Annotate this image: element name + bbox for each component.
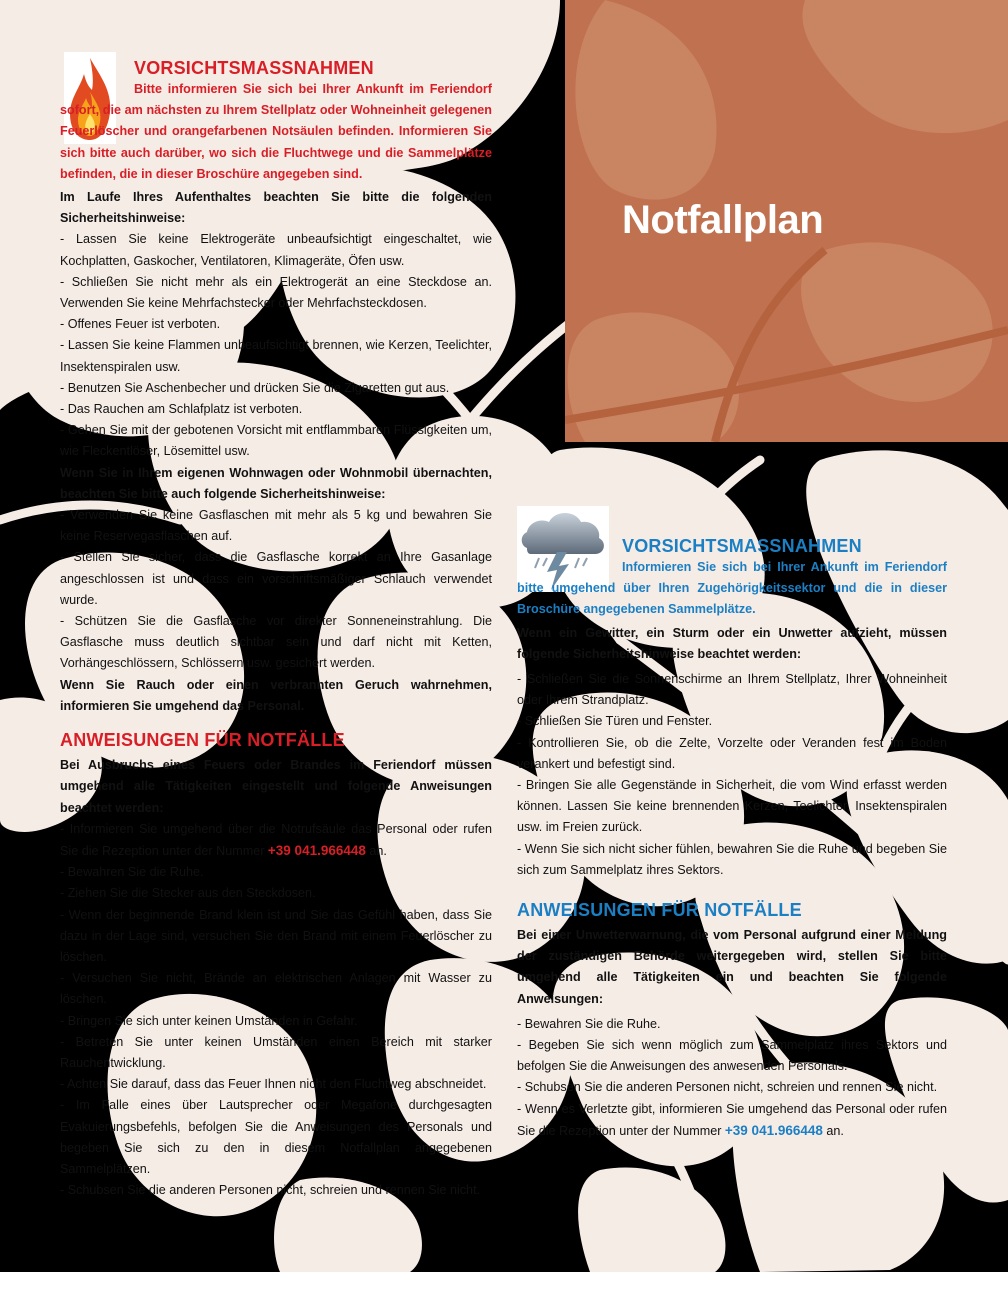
list-item: - Bringen Sie alle Gegenstände in Sicherheit, die vom Wind erfasst werden können. Lassen Sie keine brennenden Kerzen, Teelichter, Insektenspiralen usw. im Freien zurück. xyxy=(517,778,947,835)
list-item: - Schließen Sie die Sonnenschirme an Ihrem Stellplatz, Ihrer Wohneinheit oder Ihrem Strandplatz. xyxy=(517,672,947,708)
left-stay-intro: Im Laufe Ihres Aufenthaltes beachten Sie bitte die folgenden Sicherheitshinweise: xyxy=(60,190,492,226)
left-smoke-note: Wenn Sie Rauch oder einen verbrannten Geruch wahrnehmen, informieren Sie umgehend das Personal. xyxy=(60,677,492,713)
list-item: - Offenes Feuer ist verboten. xyxy=(60,317,221,332)
fire-item-suffix: an. xyxy=(365,843,387,858)
list-item: - Lassen Sie keine Flammen unbeaufsichtigt brennen, wie Kerzen, Teelichter, Insektenspiralen usw. xyxy=(60,338,492,374)
bottom-margin xyxy=(0,1272,1008,1310)
list-item: - Gehen Sie mit der gebotenen Vorsicht mit entflammbaren Flüssigkeiten um, wie Fleckentlöser, Lösemittel usw. xyxy=(60,423,492,459)
page-title: Notfallplan xyxy=(622,198,824,242)
list-item: - Ziehen Sie die Stecker aus den Steckdosen. xyxy=(60,886,316,901)
list-item: - Das Rauchen am Schlafplatz ist verboten. xyxy=(60,402,303,417)
list-item: - Wenn der beginnende Brand klein ist und Sie das Gefühl haben, dass Sie dazu in der Lage sind, versuchen Sie den Brand mit einem Feuerlöscher zu löschen. xyxy=(60,907,492,964)
warn-item-suffix: an. xyxy=(822,1123,844,1138)
list-item: - Kontrollieren Sie, ob die Zelte, Vorzelte oder Veranden fest im Boden verankert und befestigt sind. xyxy=(517,735,947,771)
list-item: - Wenn Sie sich nicht sicher fühlen, bewahren Sie die Ruhe und begeben Sie sich zum Sammelplatz ihres Sektors. xyxy=(517,841,947,877)
right-intro xyxy=(517,557,947,621)
list-item: - Schützen Sie die Gasflasche vor direkter Sonneneinstrahlung. Die Gasflasche muss deutlich sichtbar sein und darf nicht mit Ketten, Vorhängeschlössern, Schlössern usw. gesichert werden. xyxy=(60,614,492,671)
left-intro-text: Bitte informieren Sie sich bei Ihrer Ankunft im Feriendorf sofort, die am nächsten zu Ihrem Stellplatz oder Wohneinheit gelegenen Feuerlöscher und orangefarbenen Notsäulen befinden. Informieren Sie sich bitte auch darüber, wo sich die Fluchtwege und die Sammelplätze befinden, die in dieser Broschüre angegeben sind. xyxy=(60,82,492,181)
list-item: - Bewahren Sie die Ruhe. xyxy=(517,1016,661,1031)
title-panel xyxy=(565,0,1008,442)
warn-item-text: - Wenn es Verletzte gibt, informieren Sie umgehend das Personal oder rufen Sie die Rezeption unter der Nummer xyxy=(517,1101,947,1138)
left-camper-intro: Wenn Sie in Ihrem eigenen Wohnwagen oder Wohnmobil übernachten, beachten Sie bitte auch folgende Sicherheitshinweise: xyxy=(60,465,492,501)
list-item: - Schubsen Sie die anderen Personen nicht, schreien und rennen Sie nicht. xyxy=(517,1080,938,1095)
list-item xyxy=(517,1099,947,1142)
list-item: - Betreten Sie unter keinen Umständen einen Bereich mit starker Rauchentwicklung. xyxy=(60,1034,492,1070)
right-intro-text: Informieren Sie sich bei Ihrer Ankunft im Feriendorf bitte umgehend über Ihren Zugehörigkeitssektor und die in dieser Broschüre angegebenen Sammelplätze. xyxy=(517,560,947,617)
list-item: - Versuchen Sie nicht, Brände an elektrischen Anlagen mit Wasser zu löschen. xyxy=(60,971,492,1007)
list-item: - Schließen Sie nicht mehr als ein Elektrogerät an eine Steckdose an. Verwenden Sie keine Mehrfachstecker oder Mehrfachsteckdosen. xyxy=(60,274,492,311)
list-item: - Im Falle eines über Lautsprecher oder Megafone durchgesagten Evakuierungsbefehls, befolgen Sie die Anweisungen des Personals und begeben Sie sich zu den in diesem Notfallplan angegebenen Sammelplätzen. xyxy=(60,1098,492,1176)
fire-item-text: - Informieren Sie umgehend über die Notrufsäule das Personal oder rufen Sie die Rezeption unter der Nummer xyxy=(60,821,492,858)
left-heading-precautions: VORSICHTSMASSNAHMEN xyxy=(134,58,374,78)
left-intro xyxy=(60,79,492,185)
list-item xyxy=(60,819,492,862)
left-fire-intro: Bei Ausbruchs eines Feuers oder Brandes im Feriendorf müssen umgehend alle Tätigkeiten eingestellt und folgende Anweisungen beachtet werden: xyxy=(60,758,492,815)
list-item: - Begeben Sie sich wenn möglich zum Sammelplatz ihres Sektors und befolgen Sie die Anweisungen des anwesenden Personals. xyxy=(517,1038,947,1074)
left-heading-emergency: ANWEISUNGEN FÜR NOTFÄLLE xyxy=(60,730,345,751)
right-warn-intro: Bei einer Unwetterwarnung, die vom Personal aufgrund einer Meldung der zuständigen Behörde weitergegeben wird, stellen Sie bitte umgehend alle Tätigkeiten ein und beachten Sie folgende Anweisungen: xyxy=(517,928,947,1006)
list-item: - Benutzen Sie Aschenbecher und drücken Sie die Zigaretten gut aus. xyxy=(60,380,450,395)
phone-number[interactable]: +39 041.966448 xyxy=(724,1122,823,1138)
list-item: - Stellen Sie sicher, dass die Gasflasche korrekt an Ihre Gasanlage angeschlossen ist und dass ein vorschriftsmäßiger Schlauch verwendet wurde. xyxy=(60,550,492,607)
right-storm-intro: Wenn ein Gewitter, ein Sturm oder ein Unwetter aufzieht, müssen folgende Sicherheitshinweise beachtet werden: xyxy=(517,625,947,661)
phone-number[interactable]: +39 041.966448 xyxy=(267,842,366,858)
right-heading-precautions: VORSICHTSMASSNAHMEN xyxy=(622,536,862,556)
list-item: - Schließen Sie Türen und Fenster. xyxy=(517,714,713,729)
left-column xyxy=(60,57,492,1201)
list-item: - Achten Sie darauf, dass das Feuer Ihnen nicht den Fluchtweg abschneidet. xyxy=(60,1077,487,1092)
list-item: - Bringen Sie sich unter keinen Umständen in Gefahr. xyxy=(60,1013,358,1028)
list-item: - Bewahren Sie die Ruhe. xyxy=(60,865,204,880)
right-column xyxy=(517,535,947,1142)
right-heading-emergency: ANWEISUNGEN FÜR NOTFÄLLE xyxy=(517,900,802,921)
list-item: - Verwenden Sie keine Gasflaschen mit mehr als 5 kg und bewahren Sie keine Reservegasflaschen auf. xyxy=(60,508,492,544)
list-item: - Lassen Sie keine Elektrogeräte unbeaufsichtigt eingeschaltet, wie Kochplatten, Gaskocher, Ventilatoren, Klimageräte, Öfen usw. xyxy=(60,232,492,268)
list-item: - Schubsen Sie die anderen Personen nicht, schreien und rennen Sie nicht. xyxy=(60,1183,481,1198)
